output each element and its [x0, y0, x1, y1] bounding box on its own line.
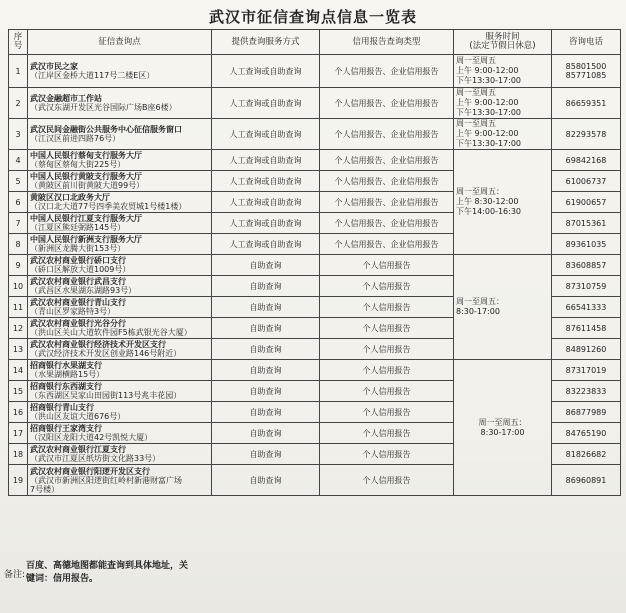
table-row: 10 武汉农村商业银行武昌支行 （武昌区水果湖东湖路93号） 自助查询 个人信用报告 87310759	[9, 276, 621, 297]
table-row: 4 中国人民银行蔡甸支行服务大厅 （蔡甸区蔡甸大街225号） 人工查询或自助查询 个人信用报告、企业信用报告 周一至周五： 上午 8:30-12:00 下午14:00-16:30 69842168	[9, 150, 621, 171]
hours-cell: 周一至周五 上午 9:00-12:00 下午13:30-17:00	[454, 55, 552, 88]
info-table	[8, 29, 621, 496]
table-row: 12 武汉农村商业银行光谷分行 （洪山区关山大道软件园F5栋武银光谷大厦） 自助查询 个人信用报告 87611458	[9, 318, 621, 339]
table-row: 7 中国人民银行江夏支行服务大厅 （江夏区熊廷弼路145号） 人工查询或自助查询 个人信用报告、企业信用报告 87015361	[9, 213, 621, 234]
table-row: 2 武汉金融超市工作站 （武汉东湖开发区光谷国际广场B座6楼） 人工查询或自助查询 个人信用报告、企业信用报告 周一至周五 上午 9:00-12:00 下午13:30-17:00 86659351	[9, 88, 621, 119]
table-row: 1 武汉市民之家 （江岸区金桥大道117号二楼E区） 人工查询或自助查询 个人信用报告、企业信用报告 周一至周五 上午 9:00-12:00 下午13:30-17:00 85801500 85771085	[9, 55, 621, 88]
col-header-report-type: 信用报告查询类型	[320, 30, 454, 55]
location-cell: 武汉市民之家 （江岸区金桥大道117号二楼E区）	[28, 55, 212, 88]
table-row: 9 武汉农村商业银行硚口支行 （硚口区解放大道1009号） 自助查询 个人信用报告 周一至周五： 8:30-17:00 83608857	[9, 255, 621, 276]
page-title: 武汉市征信查询点信息一览表	[208, 8, 417, 26]
table-row: 8 中国人民银行新洲支行服务大厅 （新洲区龙腾大街153号） 人工查询或自助查询 个人信用报告、企业信用报告 89361035	[9, 234, 621, 255]
table-row: 15 招商银行东西湖支行 （东西湖区吴家山田园街113号兆丰花园） 自助查询 个人信用报告 83223833	[9, 381, 621, 402]
table-row: 19 武汉农村商业银行阳逻开发区支行 （武汉市新洲区阳逻街红岭村新港财富广场 7号楼） 自助查询 个人信用报告 86960891	[9, 465, 621, 496]
footnote	[4, 560, 244, 586]
hours-cell: 周一至周五： 8:30-17:00	[454, 255, 552, 360]
col-header-hours: 服务时间 (法定节假日休息)	[454, 30, 552, 55]
table-header-row	[9, 30, 621, 55]
table-row: 18 武汉农村商业银行江夏支行 （武汉市江夏区纸坊街文化路33号） 自助查询 个人信用报告 81826682	[9, 444, 621, 465]
hours-cell: 周一至周五： 上午 8:30-12:00 下午14:00-16:30	[454, 150, 552, 255]
table-row: 13 武汉农村商业银行经济技术开发区支行 （武汉经济技术开发区创业路146号附近） 自助查询 个人信用报告 84891260	[9, 339, 621, 360]
footnote-line-2: 键词：信用报告。	[26, 574, 99, 584]
table-row: 6 黄陂区汉口北政务大厅 （汉口北大道77号四季美农贸城1号楼1楼） 人工查询或自助查询 个人信用报告、企业信用报告 61900657	[9, 192, 621, 213]
col-header-phone: 咨询电话	[552, 30, 621, 55]
footnote-line-1: 百度、高德地图都能查询到具体地址，关	[26, 561, 189, 571]
col-header-index: 序号	[9, 30, 28, 55]
hours-cell: 周一至周五： 8:30-17:00	[454, 360, 552, 496]
col-header-location: 征信查询点	[28, 30, 212, 55]
table-row: 11 武汉农村商业银行青山支行 （青山区罗家路特3号） 自助查询 个人信用报告 66541333	[9, 297, 621, 318]
footnote-label: 备注:	[4, 570, 26, 580]
table-row: 14 招商银行水果湖支行 （水果湖横路15号） 自助查询 个人信用报告 周一至周五： 8:30-17:00 87317019	[9, 360, 621, 381]
col-header-method: 提供查询服务方式	[212, 30, 320, 55]
table-row: 17 招商银行王家湾支行 （汉阳区龙阳大道42号凯悦大厦） 自助查询 个人信用报告 84765190	[9, 423, 621, 444]
table-row: 5 中国人民银行黄陂支行服务大厅 （黄陂区前川街黄陂大道99号） 人工查询或自助查询 个人信用报告、企业信用报告 61006737	[9, 171, 621, 192]
table-row: 3 武汉民间金融街公共服务中心征信服务窗口 （江汉区前进四路76号） 人工查询或自助查询 个人信用报告、企业信用报告 周一至周五 上午 9:00-12:00 下午13:30-17:00 82293578	[9, 119, 621, 150]
table-row: 16 招商银行青山支行 （洪山区友谊大道676号） 自助查询 个人信用报告 86877989	[9, 402, 621, 423]
